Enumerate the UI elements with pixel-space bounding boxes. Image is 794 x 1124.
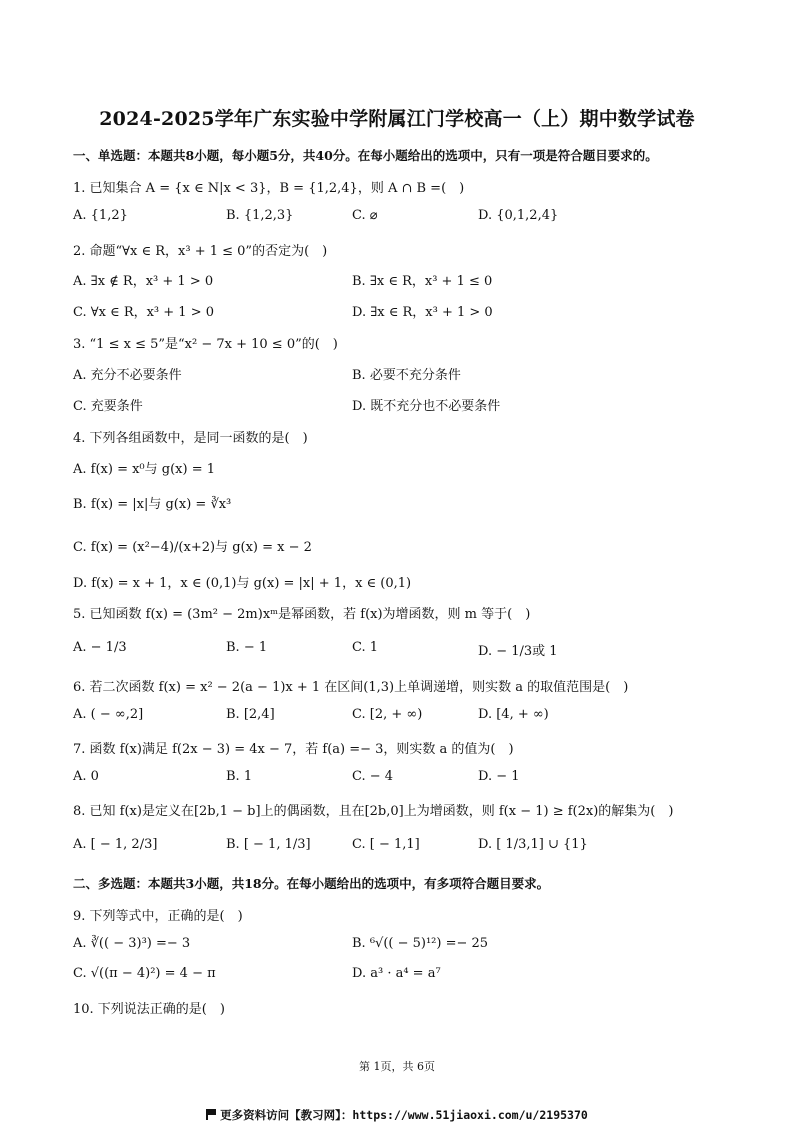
flag-icon bbox=[206, 1109, 216, 1120]
question-6-option-a: A. ( − ∞,2] bbox=[73, 707, 144, 722]
question-2-option-a: A. ∃x ∉ R，x³ + 1 > 0 bbox=[73, 274, 214, 289]
question-1-option-b: B. {1,2,3} bbox=[226, 208, 294, 223]
question-3-stem: 3. “1 ≤ x ≤ 5”是“x² − 7x + 10 ≤ 0”的( ) bbox=[73, 337, 338, 352]
question-7-option-c: C. − 4 bbox=[352, 769, 394, 784]
question-3-option-b: B. 必要不充分条件 bbox=[352, 368, 461, 383]
question-1-option-c: C. ⌀ bbox=[352, 208, 378, 223]
question-8-option-a: A. [ − 1, 2/3] bbox=[73, 837, 158, 852]
question-6-option-d: D. [4, + ∞) bbox=[478, 707, 549, 722]
question-2-option-b: B. ∃x ∈ R，x³ + 1 ≤ 0 bbox=[352, 274, 493, 289]
question-7-option-d: D. − 1 bbox=[478, 769, 520, 784]
question-5-stem: 5. 已知函数 f(x) = (3m² − 2m)xᵐ是幂函数，若 f(x)为增函数，则 m 等于( ) bbox=[73, 607, 531, 622]
question-9-option-d: D. a³ · a⁴ = a⁷ bbox=[352, 966, 441, 981]
page-number-footer: 第 1页，共 6页 bbox=[359, 1060, 435, 1073]
question-2-option-c: C. ∀x ∈ R，x³ + 1 > 0 bbox=[73, 305, 215, 320]
question-4-option-b: B. f(x) = |x|与 g(x) = ∛x³ bbox=[73, 497, 232, 512]
question-10-stem: 10. 下列说法正确的是( ) bbox=[73, 1002, 225, 1017]
question-9-option-c: C. √((π − 4)²) = 4 − π bbox=[73, 966, 216, 981]
resource-banner[interactable] bbox=[0, 1107, 794, 1123]
question-5-option-b: B. − 1 bbox=[226, 640, 268, 655]
question-8-option-b: B. [ − 1, 1/3] bbox=[226, 837, 311, 852]
question-5-option-c: C. 1 bbox=[352, 640, 379, 655]
question-6-stem: 6. 若二次函数 f(x) = x² − 2(a − 1)x + 1 在区间(1,3)上单调递增，则实数 a 的取值范围是( ) bbox=[73, 680, 629, 695]
question-3-option-a: A. 充分不必要条件 bbox=[73, 368, 182, 383]
resource-banner-text[interactable]: 更多资料访问【教习网】：https://www.51jiaoxi.com/u/2195370 bbox=[220, 1108, 588, 1122]
question-2-option-d: D. ∃x ∈ R，x³ + 1 > 0 bbox=[352, 305, 493, 320]
question-1-stem: 1. 已知集合 A = {x ∈ N|x < 3}，B = {1,2,4}，则 A ∩ B =( ) bbox=[73, 181, 465, 196]
question-7-option-b: B. 1 bbox=[226, 769, 253, 784]
question-1-option-d: D. {0,1,2,4} bbox=[478, 208, 559, 223]
question-7-stem: 7. 函数 f(x)满足 f(2x − 3) = 4x − 7，若 f(a) =− 3，则实数 a 的值为( ) bbox=[73, 742, 514, 757]
question-1-option-a: A. {1,2} bbox=[73, 208, 128, 223]
question-4-stem: 4. 下列各组函数中，是同一函数的是( ) bbox=[73, 431, 308, 446]
question-9-option-b: B. ⁶√(( − 5)¹²) =− 25 bbox=[352, 936, 489, 951]
question-6-option-b: B. [2,4] bbox=[226, 707, 275, 722]
page-title: 2024-2025学年广东实验中学附属江门学校高一（上）期中数学试卷 bbox=[99, 108, 695, 130]
question-8-stem: 8. 已知 f(x)是定义在[2b,1 − b]上的偶函数，且在[2b,0]上为增函数，则 f(x − 1) ≥ f(2x)的解集为( ) bbox=[73, 804, 674, 819]
question-4-option-a: A. f(x) = x⁰与 g(x) = 1 bbox=[73, 462, 215, 477]
question-4-option-d: D. f(x) = x + 1，x ∈ (0,1)与 g(x) = |x| + 1，x ∈ (0,1) bbox=[73, 576, 412, 591]
question-8-option-c: C. [ − 1,1] bbox=[352, 837, 420, 852]
question-2-stem: 2. 命题“∀x ∈ R，x³ + 1 ≤ 0”的否定为( ) bbox=[73, 244, 328, 259]
question-5-option-a: A. − 1/3 bbox=[73, 640, 127, 655]
question-3-option-d: D. 既不充分也不必要条件 bbox=[352, 399, 501, 414]
section-heading-multiple-choice: 二、多选题：本题共3小题，共18分。在每小题给出的选项中，有多项符合题目要求。 bbox=[73, 876, 550, 891]
question-9-stem: 9. 下列等式中，正确的是( ) bbox=[73, 909, 243, 924]
section-heading-single-choice: 一、单选题：本题共8小题，每小题5分，共40分。在每小题给出的选项中，只有一项是符合题目要求的。 bbox=[73, 148, 658, 163]
question-4-option-c: C. f(x) = (x²−4)/(x+2)与 g(x) = x − 2 bbox=[73, 540, 312, 555]
question-7-option-a: A. 0 bbox=[73, 769, 99, 784]
question-6-option-c: C. [2, + ∞) bbox=[352, 707, 423, 722]
question-5-option-d: D. − 1/3或 1 bbox=[478, 644, 558, 659]
question-3-option-c: C. 充要条件 bbox=[73, 399, 143, 414]
question-8-option-d: D. [ 1/3,1] ∪ {1} bbox=[478, 837, 588, 852]
question-9-option-a: A. ∛(( − 3)³) =− 3 bbox=[73, 936, 191, 951]
